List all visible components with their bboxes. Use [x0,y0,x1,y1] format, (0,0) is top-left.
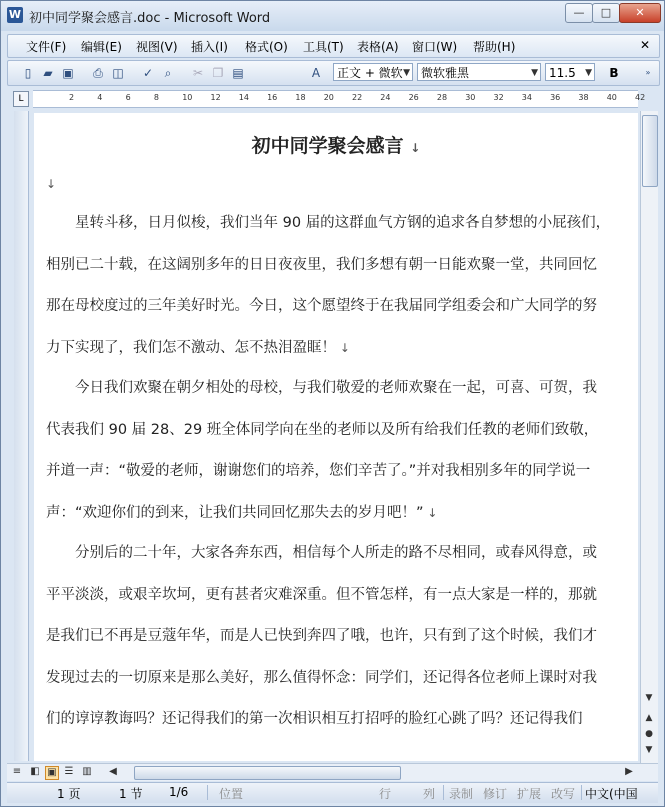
status-language: 中文(中国 [585,787,638,801]
font-combo[interactable]: 微软雅黑 ▼ [417,63,541,81]
status-position: 位置 [219,787,244,801]
status-divider [581,785,582,800]
menu-window[interactable]: 窗口(W) [412,40,458,54]
ruler-tick: 6 [125,93,131,102]
dropdown-arrow-icon: ▼ [585,68,592,78]
vertical-scrollbar[interactable] [640,111,658,763]
title-bar[interactable] [1,1,664,31]
menu-edit[interactable]: 编辑(E) [81,40,122,54]
ruler-tick: 18 [295,93,306,102]
ruler-tick: 42 [635,93,646,102]
new-document-icon[interactable]: ▯ [24,66,32,80]
status-divider [207,785,208,800]
save-icon[interactable]: ▣ [62,66,74,80]
font-size-combo[interactable]: 11.5 ▼ [545,63,595,81]
ruler-tick: 14 [238,93,249,102]
menu-help[interactable]: 帮助(H) [473,40,516,54]
cut-icon[interactable]: ✂ [192,66,204,80]
status-bar [7,782,658,803]
text-line: 分别后的二十年，大家各奔东西，相信每个人所走的路不尽相同，或春风得意，或 [75,545,597,561]
styles-icon[interactable]: A [311,66,321,80]
menu-insert[interactable]: 插入(I) [191,40,228,54]
previous-page-icon[interactable]: ▲ [645,713,653,723]
ruler-tick: 30 [465,93,476,102]
ruler-tick: 32 [493,93,504,102]
print-preview-icon[interactable]: ◫ [112,66,124,80]
toolbar-options-icon[interactable]: » [645,68,651,77]
paragraph-mark-icon: ↓ [423,505,438,520]
text-line: 并道一声：“敬爱的老师，谢谢您们的培养，您们辛苦了。”并对我相别多年的同学说一 [46,463,591,479]
scroll-right-icon[interactable]: ▶ [625,766,633,777]
copy-icon[interactable]: ❐ [212,66,224,80]
text-line: 代表我们 90 届 28、29 班全体同学向在坐的老师以及所有给我们任教的老师们致敬， [46,421,599,438]
minimize-button[interactable]: — [565,3,593,23]
formatting-toolbar [7,60,660,86]
style-combo[interactable]: 正文 + 微软 ▼ [333,63,413,81]
ruler-tick: 8 [153,93,159,102]
ruler-tick: 24 [380,93,391,102]
next-page-icon[interactable]: ▼ [645,745,653,755]
vertical-scroll-thumb[interactable] [642,115,658,187]
paragraph-mark-icon: ↓ [410,141,421,155]
text-line: 平平淡淡，或艰辛坎坷，更有甚者灾难深重。但不管怎样，有一点大家是一样的，那就 [46,586,597,603]
horizontal-scroll-thumb[interactable] [134,766,401,780]
menu-view[interactable]: 视图(V) [136,40,178,54]
status-overtype[interactable]: 改写 [551,787,576,801]
status-extend[interactable]: 扩展 [517,787,542,801]
paste-icon[interactable]: ▤ [232,66,244,80]
normal-view-icon[interactable]: ≡ [12,766,22,777]
paragraph-mark-icon: ↓ [336,340,350,355]
maximize-button[interactable]: □ [592,3,620,23]
tab-selector[interactable]: L [13,91,29,107]
ruler-tick: 10 [182,93,193,102]
ruler-tick: 4 [97,93,103,102]
print-icon[interactable]: ⎙ [93,66,103,80]
ruler-tick: 34 [521,93,532,102]
text-line: 是我们已不再是豆蔻年华，而是人已快到奔四了哦，也许，只有到了这个时候，我们才 [46,628,597,644]
status-column: 列 [423,787,436,801]
document-page[interactable] [34,113,638,761]
menu-table[interactable]: 表格(A) [357,40,399,54]
status-line: 行 [379,787,392,801]
status-divider [443,785,444,800]
bold-button[interactable]: B [609,66,619,80]
open-folder-icon[interactable]: ▰ [43,66,53,80]
ruler-tick: 36 [550,93,561,102]
close-button[interactable]: ✕ [619,3,661,23]
text-line: 力下实现了，我们怎不激动、怎不热泪盈眶！ ↓ [46,339,350,356]
ruler-tick: 28 [436,93,448,102]
ruler-tick: 16 [267,93,278,102]
spelling-icon[interactable]: ✓ [142,66,154,80]
menu-bar [7,34,660,58]
menu-format[interactable]: 格式(O) [245,40,288,54]
horizontal-ruler[interactable] [33,90,646,108]
reading-layout-icon[interactable]: ▥ [82,766,92,777]
status-page-count: 1/6 [169,785,189,799]
vertical-ruler [14,111,29,761]
text-line: 星转斗移，日月似梭，我们当年 90 届的这群血气方钢的追求各自梦想的小屁孩们， [75,215,611,231]
text-line: 发现过去的一切原来是那么美好，那么值得怀念：同学们，还记得各位老师上课时对我 [46,669,597,686]
menu-tools[interactable]: 工具(T) [303,40,344,54]
research-icon[interactable]: ⌕ [164,66,172,80]
ruler-tick: 2 [69,93,75,102]
ruler-tick: 40 [606,93,617,102]
text-line: 那在母校度过的三年美好时光。今日，这个愿望终于在我届同学组委会和广大同学的努 [46,298,597,314]
ruler-tick: 20 [323,93,334,102]
outline-view-icon[interactable]: ☰ [64,766,74,777]
browse-object-icon[interactable]: ● [645,729,653,739]
horizontal-scrollbar[interactable] [7,763,658,781]
dropdown-arrow-icon: ▼ [403,68,410,78]
status-section: 1 节 [119,787,143,801]
paragraph [46,533,626,741]
text-line: 今日我们欢聚在朝夕相处的母校，与我们敬爱的老师欢聚在一起，可喜、可贺，我 [75,380,597,396]
text-line: 们的谆谆教诲吗？还记得我们的第一次相识相互打招呼的脸红心跳了吗？还记得我们 [46,711,583,727]
scroll-left-icon[interactable]: ◀ [109,766,117,777]
close-document-icon[interactable]: ✕ [640,38,651,52]
print-layout-icon[interactable]: ▣ [45,766,59,780]
scroll-down-icon[interactable]: ▼ [645,693,653,703]
dropdown-arrow-icon: ▼ [531,68,538,78]
word-app-icon[interactable]: W [8,8,22,21]
status-page: 1 页 [57,787,81,801]
paragraph [46,203,626,369]
document-title: 初中同学聚会感言 ↓ [251,135,421,157]
menu-file[interactable]: 文件(F) [26,40,67,54]
paragraph-mark-icon: ↓ [46,177,57,191]
status-record[interactable]: 录制 [449,787,474,801]
window-title: 初中同学聚会感言.doc - Microsoft Word [29,11,271,26]
paragraph [46,368,626,534]
status-track-changes[interactable]: 修订 [483,787,508,801]
text-line: 声：“欢迎你们的到来，让我们共同回忆那失去的岁月吧！” ↓ [46,504,438,521]
ruler-tick: 22 [352,93,363,102]
ruler-tick: 38 [578,93,589,102]
web-layout-icon[interactable]: ◧ [30,766,40,777]
text-line: 相别已二十载，在这阔别多年的日日夜夜里，我们多想有朝一日能欢聚一堂，共同回忆 [46,256,597,273]
ruler-tick: 12 [210,93,221,102]
ruler-tick: 26 [408,93,419,102]
